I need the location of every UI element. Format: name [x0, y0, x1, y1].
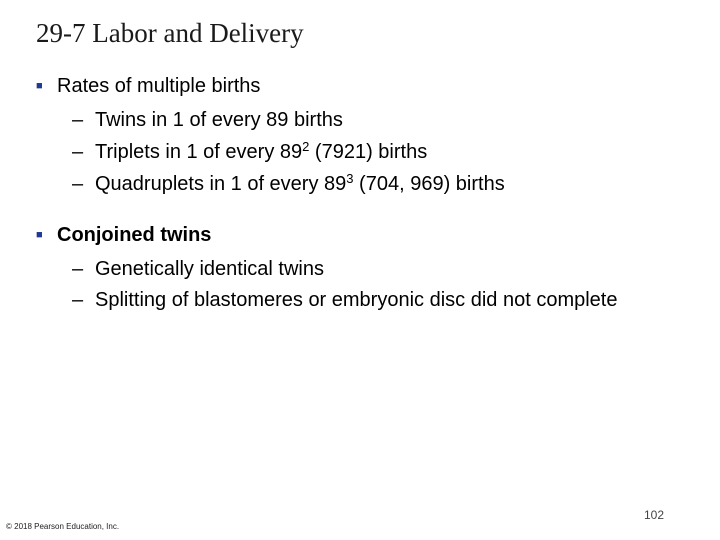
sub-bullet-genetically-identical [36, 253, 655, 285]
bullet-rates-multiple-births [36, 74, 505, 98]
sub-bullet-text-suffix: (704, 969) births [353, 173, 505, 195]
dash-marker: – [72, 109, 84, 131]
dash-marker: – [72, 173, 84, 195]
sub-bullet-splitting [36, 285, 655, 316]
page-number: 102 [644, 508, 665, 522]
square-bullet-icon [36, 228, 45, 237]
copyright-notice: © 2018 Pearson Education, Inc. [6, 522, 120, 531]
sub-bullet-text-suffix: (7921) births [309, 141, 428, 163]
sub-bullet-text: Splitting of blastomeres or embryonic disc did not complete [95, 289, 618, 311]
dash-marker: – [72, 258, 84, 280]
sub-bullet-quadruplets [36, 168, 505, 200]
sub-bullet-triplets [36, 136, 505, 168]
bullet-conjoined-twins [36, 223, 655, 247]
bullet-heading: Rates of multiple births [57, 75, 261, 97]
bullet-heading: Conjoined twins [57, 224, 212, 246]
dash-marker: – [72, 289, 84, 311]
sub-bullet-text-prefix: Quadruplets in 1 of every 89 [95, 173, 347, 195]
sub-bullet-text: Genetically identical twins [95, 258, 324, 280]
sub-bullet-text: Twins in 1 of every 89 births [95, 109, 343, 131]
section-conjoined-twins [36, 223, 655, 316]
sub-bullet-text-prefix: Triplets in 1 of every 89 [95, 141, 303, 163]
sub-bullet-twins [36, 104, 505, 136]
dash-marker: – [72, 141, 84, 163]
section-multiple-births [36, 74, 505, 200]
square-bullet-icon [36, 79, 45, 88]
slide-title: 29-7 Labor and Delivery [36, 18, 304, 48]
exponent: 3 [346, 171, 354, 186]
exponent: 2 [302, 139, 310, 154]
